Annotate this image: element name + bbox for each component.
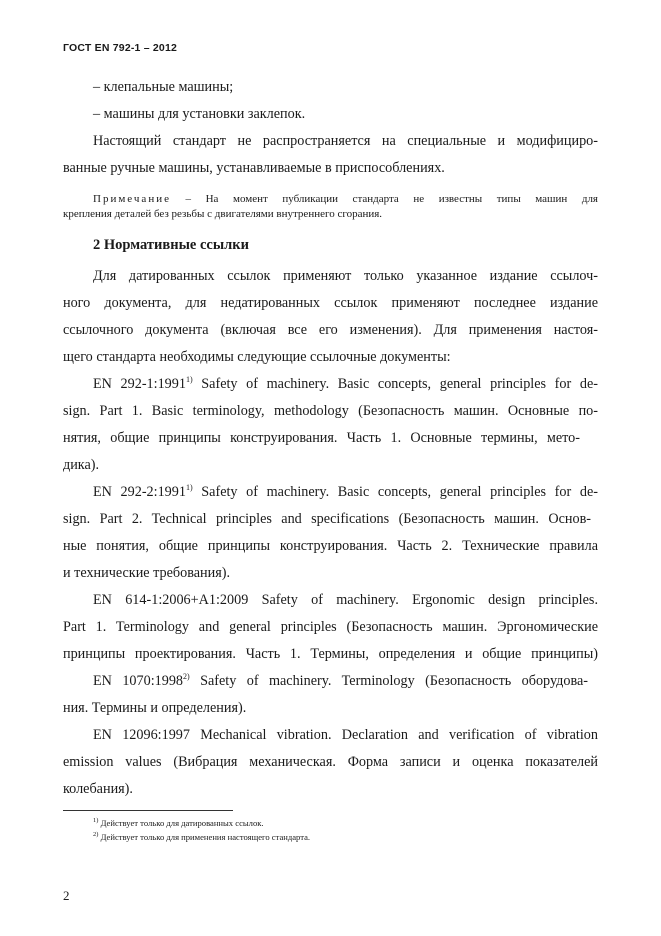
footnote-mark: 2): [93, 831, 99, 838]
paragraph-line: щего стандарта необходимы следующие ссылочные документы:: [63, 349, 451, 365]
reference-line: дика).: [63, 457, 100, 473]
paragraph-line: Для датированных ссылок применяют только указанное издание ссылоч-: [93, 268, 598, 284]
reference-line: emission values (Вибрация механическая. Форма записи и оценка показателей: [63, 754, 598, 770]
reference-line: EN 614-1:2006+A1:2009 Safety of machinery. Ergonomic design principles.: [93, 592, 598, 608]
list-item: – клепальные машины;: [93, 79, 234, 95]
document-header: ГОСТ EN 792-1 – 2012: [63, 42, 178, 54]
reference-line: EN 12096:1997 Mechanical vibration. Declaration and verification of vibration: [93, 727, 598, 743]
list-item: – машины для установки заклепок.: [93, 106, 306, 122]
note-line: крепления деталей без резьбы с двигателями внутреннего сгорания.: [63, 208, 383, 220]
reference-line: ные понятия, общие принципы конструирования. Часть 2. Технические правила: [63, 538, 598, 554]
paragraph-line: ссылочного документа (включая все его изменения). Для применения настоя-: [63, 322, 598, 338]
section-heading: 2 Нормативные ссылки: [93, 237, 249, 253]
footnote-mark: 1): [185, 375, 193, 384]
reference-code: EN 292-2:1991: [93, 484, 186, 500]
footnote-mark: 1): [185, 483, 193, 492]
note-label: Примечание: [93, 193, 171, 205]
page-number: 2: [63, 888, 70, 903]
reference-title: Safety of machinery. Basic concepts, general principles for de-: [192, 484, 598, 500]
footnote-divider: [63, 810, 233, 811]
reference-line: Part 1. Terminology and general principles (Безопасность машин. Эргономические: [63, 619, 598, 635]
footnote-mark: 2): [183, 672, 190, 681]
reference-line: [93, 376, 598, 393]
reference-line: нятия, общие принципы конструирования. Часть 1. Основные термины, мето-: [63, 430, 580, 446]
reference-line: [93, 484, 598, 501]
footnote: [93, 818, 264, 828]
reference-code: EN 1070:1998: [93, 673, 184, 689]
reference-title: Safety of machinery. Terminology (Безопасность оборудова-: [189, 673, 588, 689]
reference-line: и технические требования).: [63, 565, 231, 581]
footnote-mark: 1): [93, 817, 99, 824]
reference-line: колебания).: [63, 781, 133, 797]
reference-line: принципы проектирования. Часть 1. Термины, определения и общие принципы): [63, 646, 598, 662]
paragraph-line: ванные ручные машины, устанавливаемые в приспособлениях.: [63, 160, 445, 176]
reference-line: ния. Термины и определения).: [63, 700, 247, 716]
reference-line: sign. Part 1. Basic terminology, methodology (Безопасность машин. Основные по-: [63, 403, 598, 419]
reference-code: EN 292-1:1991: [93, 376, 186, 392]
note-text: – На момент публикации стандарта не известны типы машин для: [185, 193, 598, 205]
footnote-text: Действует только для применения настоящего стандарта.: [98, 832, 311, 842]
paragraph-line: ного документа, для недатированных ссылок применяют последнее издание: [63, 295, 598, 311]
note-line: [93, 193, 598, 205]
footnote-text: Действует только для датированных ссылок.: [98, 818, 264, 828]
footnote: [93, 832, 310, 842]
reference-line: sign. Part 2. Technical principles and specifications (Безопасность машин. Основ-: [63, 511, 591, 527]
reference-title: Safety of machinery. Basic concepts, general principles for de-: [192, 376, 598, 392]
reference-line: [93, 673, 588, 690]
paragraph-line: Настоящий стандарт не распространяется на специальные и модифициро-: [93, 133, 598, 149]
